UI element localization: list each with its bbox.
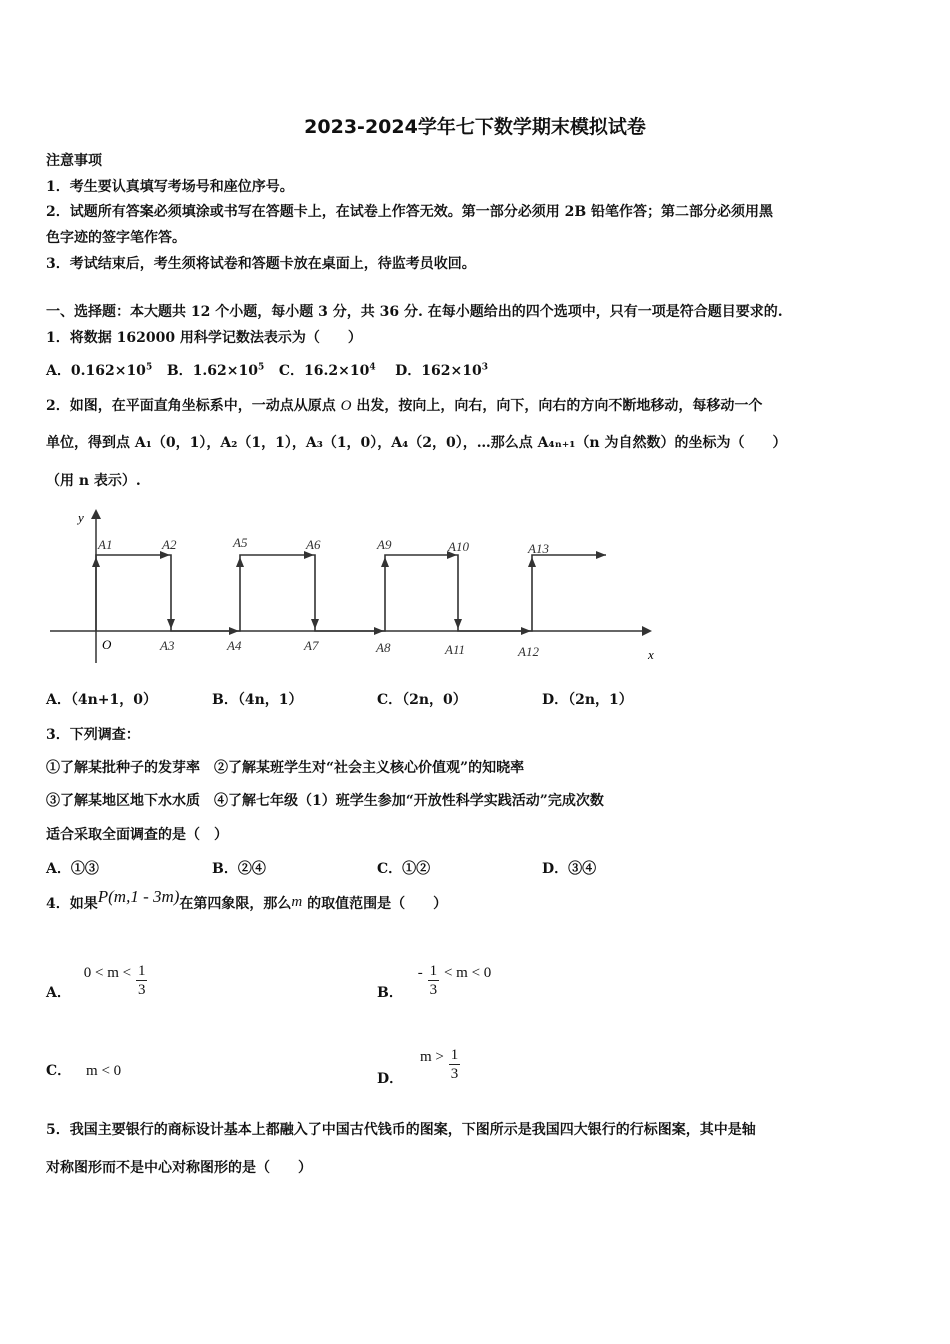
q4-opt-b-label: B． bbox=[377, 984, 403, 1001]
arrow-up-icon bbox=[381, 557, 389, 567]
page-title: 2023-2024学年七下数学期末模拟试卷 bbox=[304, 116, 646, 138]
q4-opt-c bbox=[46, 1060, 121, 1080]
q4-opt-d-fraction bbox=[449, 1046, 461, 1083]
label-a13: A13 bbox=[528, 541, 549, 556]
q4-opt-a bbox=[46, 952, 147, 1001]
y-axis-label: y bbox=[78, 510, 84, 525]
q1-opt-c-label: C． bbox=[278, 363, 305, 379]
q2-opt-d: D．（2n，1） bbox=[542, 692, 633, 708]
q4-stem-part-c: 的取值范围是（ ） bbox=[302, 896, 448, 912]
q4-opt-a-num: 1 bbox=[137, 963, 146, 979]
q2-line1 bbox=[46, 395, 762, 415]
notice-item-2: 2．试题所有答案必须填涂或书写在答题卡上，在试卷上作答无效。第一部分必须用 2B 铅笔作答；第二部分必须用黑 bbox=[46, 204, 774, 220]
q4-opt-c-expr: m < 0 bbox=[86, 1063, 122, 1079]
arrow-right-icon bbox=[596, 551, 606, 559]
q2-figure bbox=[50, 505, 660, 665]
q5-line2: 对称图形而不是中心对称图形的是（ ） bbox=[46, 1160, 312, 1176]
q2-origin-symbol: O bbox=[340, 398, 352, 414]
q1-opt-d: 162×10 bbox=[421, 363, 482, 379]
q1-opt-b: 1.62×10 bbox=[192, 363, 258, 379]
q2-line1-part-b: 出发，按向上，向右，向下，向右的方向不断地移动，每移动一个 bbox=[351, 398, 763, 414]
q4-opt-d-expr: m > bbox=[420, 1048, 444, 1065]
arrow-right-icon bbox=[160, 551, 170, 559]
q4-stem bbox=[46, 887, 448, 913]
q1-opt-a-exp: 5 bbox=[145, 362, 153, 373]
q4-opt-d-label: D． bbox=[377, 1070, 404, 1087]
q4-opt-b-expr: < m < 0 bbox=[443, 964, 492, 981]
notice-heading: 注意事项 bbox=[46, 153, 102, 169]
label-a10: A10 bbox=[448, 539, 469, 554]
x-axis-arrow-icon bbox=[642, 626, 652, 636]
label-a11: A11 bbox=[445, 642, 465, 657]
q2-opt-b: B．（4n，1） bbox=[212, 692, 303, 708]
arrow-down-icon bbox=[167, 619, 175, 629]
notice-item-3: 3．考试结束后，考生须将试卷和答题卡放在桌面上，待监考员收回。 bbox=[46, 256, 476, 272]
q5-line1: 5．我国主要银行的商标设计基本上都融入了中国古代钱币的图案，下图所示是我国四大银行的行标图案，其中是轴 bbox=[46, 1122, 756, 1138]
label-a7: A7 bbox=[304, 638, 319, 653]
label-a5: A5 bbox=[233, 535, 248, 550]
q1-opt-d-exp: 3 bbox=[481, 362, 488, 373]
q4-stem-part-b: 在第四象限，那么 bbox=[179, 896, 292, 912]
q4-opt-b-fraction bbox=[428, 962, 440, 999]
label-a3: A3 bbox=[160, 638, 175, 653]
q2-line3: （用 n 表示）. bbox=[46, 473, 141, 489]
q4-opt-a-den: 3 bbox=[137, 982, 146, 998]
q2-opt-c: C．（2n，0） bbox=[377, 692, 467, 708]
q3-opt-c: C．①② bbox=[377, 861, 431, 877]
notice-item-1: 1．考生要认真填写考场号和座位序号。 bbox=[46, 179, 294, 195]
q2-line2: 单位，得到点 A₁（0，1），A₂（1，1），A₃（1，0），A₄（2，0），…那么点 A₄ₙ₊₁（n 为自然数）的坐标为（ ） bbox=[46, 435, 787, 451]
label-a1: A1 bbox=[98, 537, 113, 552]
q4-opt-d-num: 1 bbox=[450, 1047, 459, 1063]
label-a4: A4 bbox=[227, 638, 242, 653]
label-a6: A6 bbox=[306, 537, 321, 552]
arrow-down-icon bbox=[454, 619, 462, 629]
origin-label: O bbox=[102, 637, 112, 652]
q3-question: 适合采取全面调查的是（ ） bbox=[46, 827, 228, 843]
q4-opt-b-sign: - bbox=[417, 964, 423, 981]
q3-items-1-2: ①了解某批种子的发芽率 ②了解某班学生对“社会主义核心价值观”的知晓率 bbox=[46, 760, 525, 776]
q1-opt-c-exp: 4 bbox=[369, 362, 376, 373]
q4-opt-b-den: 3 bbox=[429, 982, 438, 998]
q4-opt-b-num: 1 bbox=[429, 963, 438, 979]
label-a12: A12 bbox=[518, 644, 539, 659]
q4-opt-a-label: A． bbox=[46, 984, 71, 1001]
q3-items-3-4: ③了解某地区地下水水质 ④了解七年级（1）班学生参加“开放性科学实践活动”完成次数 bbox=[46, 793, 604, 809]
q1-opt-d-label: D． bbox=[395, 363, 422, 379]
arrow-right-icon bbox=[374, 627, 384, 635]
q3-stem: 3．下列调查： bbox=[46, 727, 140, 743]
q2-line1-part-a: 2．如图，在平面直角坐标系中，一动点从原点 bbox=[46, 398, 341, 414]
arrow-right-icon bbox=[229, 627, 239, 635]
q4-opt-b bbox=[377, 952, 492, 1001]
q3-opt-a: A．①③ bbox=[46, 861, 99, 877]
label-a2: A2 bbox=[162, 537, 177, 552]
arrow-right-icon bbox=[304, 551, 314, 559]
y-axis-arrow-icon bbox=[91, 509, 101, 519]
q4-stem-part-a: 4．如果 bbox=[46, 896, 98, 912]
q1-opt-b-exp: 5 bbox=[257, 362, 265, 373]
q4-var: m bbox=[291, 894, 303, 910]
q4-opt-c-label: C． bbox=[46, 1063, 72, 1079]
q1-opt-a: 0.162×10 bbox=[70, 363, 146, 379]
q2-opt-a: A．（4n+1，0） bbox=[46, 692, 157, 708]
arrow-right-icon bbox=[521, 627, 531, 635]
path-arrows bbox=[92, 551, 606, 635]
q4-opt-a-fraction bbox=[136, 962, 148, 999]
arrow-up-icon bbox=[528, 557, 536, 567]
arrow-down-icon bbox=[311, 619, 319, 629]
notice-item-2-cont: 色字迹的签字笔作答。 bbox=[46, 230, 186, 246]
q3-opt-d: D．③④ bbox=[542, 861, 597, 877]
q4-opt-a-expr: 0 < m < bbox=[83, 964, 132, 981]
q1-opt-a-label: A． bbox=[46, 363, 71, 379]
label-a8: A8 bbox=[376, 640, 391, 655]
q1-options bbox=[46, 360, 488, 380]
q4-point: P(m,1 - 3m) bbox=[97, 887, 180, 906]
q4-opt-d bbox=[377, 1036, 460, 1087]
arrow-up-icon bbox=[236, 557, 244, 567]
label-a9: A9 bbox=[377, 537, 392, 552]
x-axis-label: x bbox=[648, 647, 654, 662]
arrow-up-icon bbox=[92, 557, 100, 567]
section-heading: 一、选择题：本大题共 12 个小题，每小题 3 分，共 36 分. 在每小题给出的四个选项中，只有一项是符合题目要求的. bbox=[46, 304, 783, 320]
q1-opt-b-label: B． bbox=[166, 363, 193, 379]
q3-opt-b: B．②④ bbox=[212, 861, 266, 877]
q4-opt-d-den: 3 bbox=[450, 1066, 459, 1082]
q1-stem: 1．将数据 162000 用科学记数法表示为（ ） bbox=[46, 330, 362, 346]
q1-opt-c: 16.2×10 bbox=[304, 363, 370, 379]
